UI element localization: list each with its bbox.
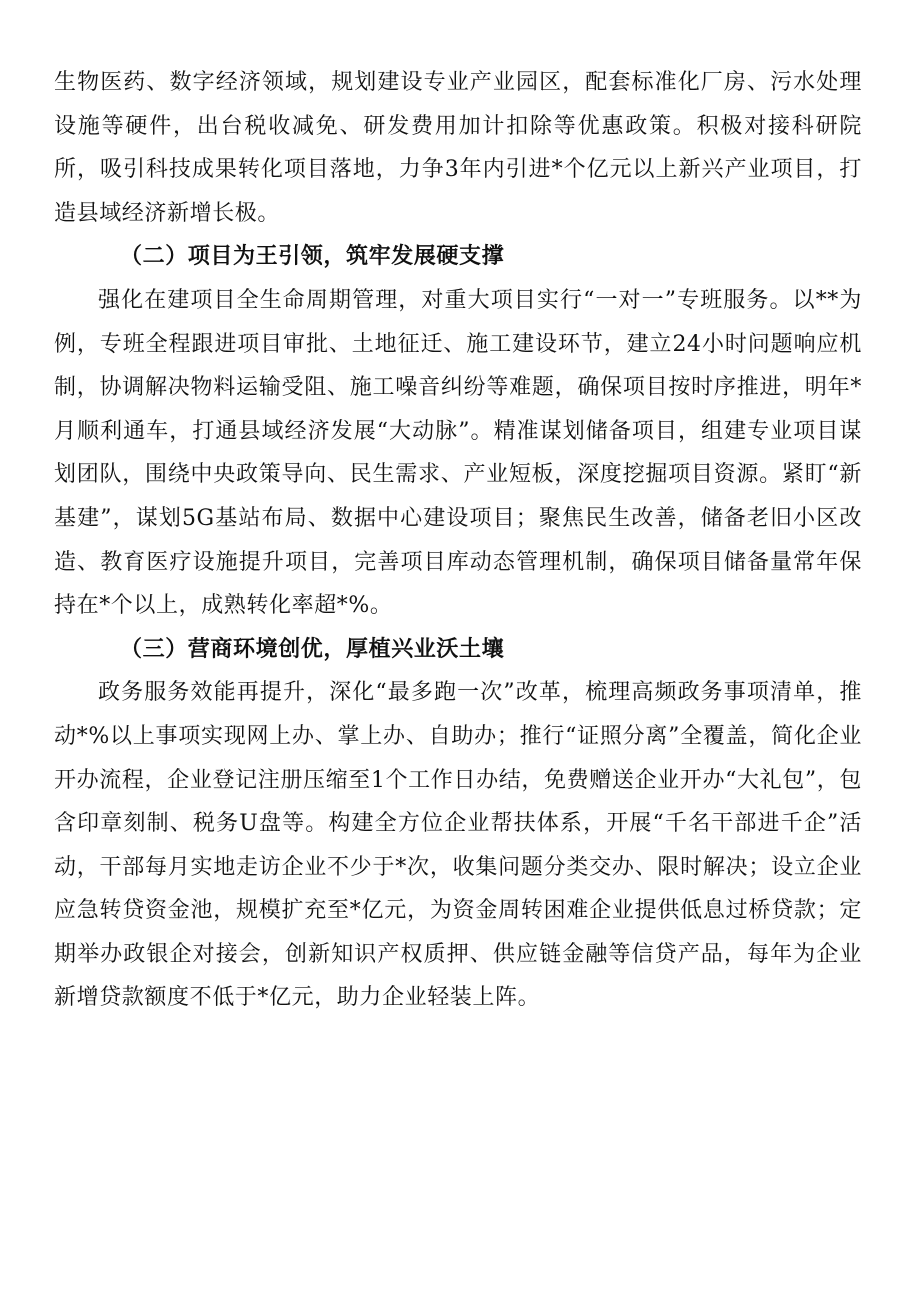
paragraph-continued: 生物医药、数字经济领域，规划建设专业产业园区，配套标准化厂房、污水处理设施等硬件，出台税收减免、研发费用加计扣除等优惠政策。积极对接科研院所，吸引科技成果转化项目落地，力争3年内引进*个亿元以上新兴产业项目，打造县域经济新增长极。 <box>54 70 862 226</box>
paragraph-business-environment: 政务服务效能再提升，深化“最多跑一次”改革，梳理高频政务事项清单，推动*%以上事项实现网上办、掌上办、自助办；推行“证照分离”全覆盖，简化企业开办流程，企业登记注册压缩至1个工作日办结，免费赠送企业开办“大礼包”，包含印章刻制、税务U盘等。构建全方位企业帮扶体系，开展“千名干部进千企”活动，干部每月实地走访企业不少于*次，收集问题分类交办、限时解决；设立企业应急转贷资金池，规模扩充至*亿元，为资金周转困难企业提供低息过桥贷款；定期举办政银企对接会，创新知识产权质押、供应链金融等信贷产品，每年为企业新增贷款额度不低于*亿元，助力企业轻装上阵。 <box>54 680 862 1011</box>
section-heading-2: （二）项目为王引领，筑牢发展硬支撑 <box>120 243 505 270</box>
section-heading-3: （三）营商环境创优，厚植兴业沃土壤 <box>120 635 505 662</box>
paragraph-projects: 强化在建项目全生命周期管理，对重大项目实行“一对一”专班服务。以**为例，专班全程跟进项目审批、土地征迁、施工建设环节，建立24小时问题响应机制，协调解决物料运输受阻、施工噪音纠纷等难题，确保项目按时序推进，明年*月顺利通车，打通县域经济发展“大动脉”。精准谋划储备项目，组建专业项目谋划团队，围绕中央政策导向、民生需求、产业短板，深度挖掘项目资源。紧盯“新基建”，谋划5G基站布局、数据中心建设项目；聚焦民生改善，储备老旧小区改造、教育医疗设施提升项目，完善项目库动态管理机制，确保项目储备量常年保持在*个以上，成熟转化率超*%。 <box>54 287 862 619</box>
